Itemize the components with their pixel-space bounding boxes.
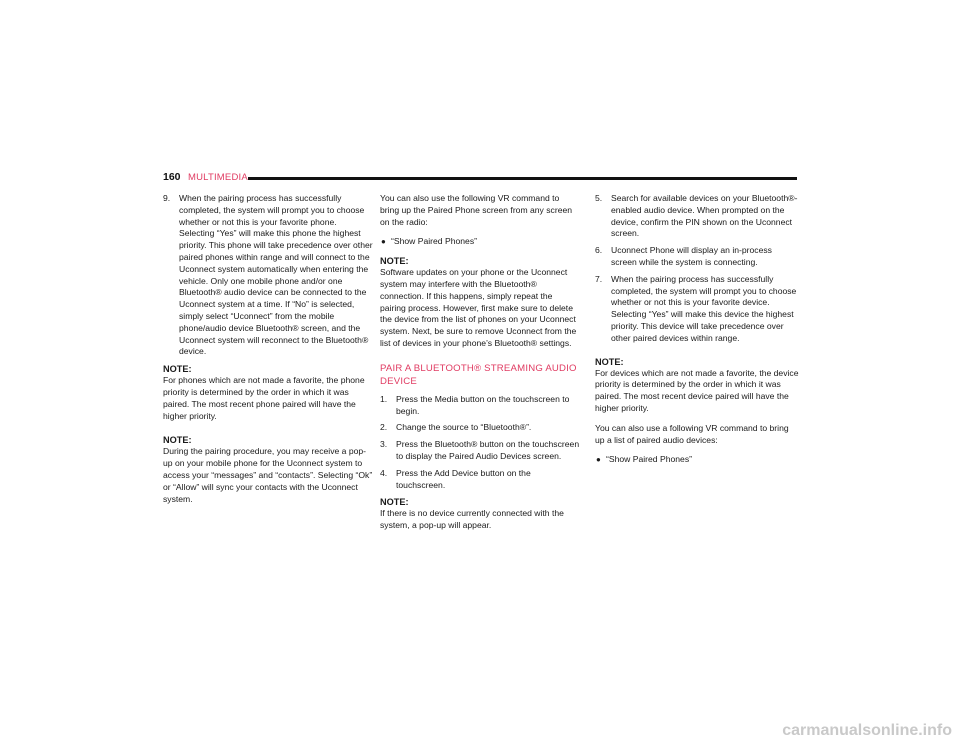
bullet-icon: ● — [596, 455, 601, 465]
bullet-list — [595, 454, 800, 466]
bullet-icon: ● — [381, 237, 386, 247]
steps-list-col2 — [380, 394, 580, 492]
note-label: NOTE: — [380, 497, 409, 508]
step-text: Press the Media button on the touchscreen to begin. — [396, 393, 570, 416]
list-item — [595, 245, 800, 269]
step-number: 6. — [595, 245, 603, 256]
list-item — [163, 193, 373, 358]
note-text: During the pairing procedure, you may receive a pop-up on your mobile phone for the Uconnect system to access your “messages” and “contacts”. Selecting “Ok” or “Allow” will sync your contacts with the Uconnect system. — [163, 446, 373, 504]
list-item — [380, 422, 580, 434]
note-label: NOTE: — [595, 356, 624, 367]
section-title: MULTIMEDIA — [188, 171, 248, 183]
note-block — [163, 435, 373, 505]
step-text: Press the Bluetooth® button on the touchscreen to display the Paired Audio Devices screen. — [396, 439, 580, 461]
paragraph: You can also use the following VR command to bring up the Paired Phone screen from any screen on the radio: — [380, 193, 573, 227]
note-label: NOTE: — [380, 256, 409, 267]
step-text: Search for available devices on your Bluetooth®-enabled audio device. When prompted on the device, confirm the PIN shown on the Uconnect screen. — [611, 193, 798, 239]
note-block — [595, 357, 800, 415]
note-text: For phones which are not made a favorite, the phone priority is determined by the order in which it was paired. The most recent phone paired will have the higher priority. — [163, 375, 365, 421]
step-number: 4. — [380, 467, 388, 478]
note-text: Software updates on your phone or the Uconnect system may interfere with the Bluetooth® connection. If this happens, simply repeat the pairing process. However, first make sure to delete the device from the list of phones on your Uconnect system. Next, be sure to remove Uconnect from the list of devices in your phone’s Bluetooth® settings. — [380, 267, 577, 348]
page-header — [163, 171, 797, 187]
list-item — [595, 454, 800, 466]
watermark: carmanualsonline.info — [782, 722, 952, 739]
step-number: 7. — [595, 273, 603, 284]
list-item — [380, 468, 580, 492]
step-number: 3. — [380, 439, 388, 450]
bullet-text: “Show Paired Phones” — [391, 236, 477, 247]
step-text: Uconnect Phone will display an in-process screen while the system is connecting. — [611, 245, 772, 267]
page-number: 160 — [163, 171, 181, 183]
steps-list-col1 — [163, 193, 373, 358]
column-1 — [163, 193, 373, 513]
step-text: Press the Add Device button on the touchscreen. — [396, 467, 531, 490]
step-text: When the pairing process has successfully completed, the system will prompt you to choose whether or not this is your favorite device. Selecting “Yes” will make this device the highest priority. This device will take precedence over other paired devices within range. — [611, 273, 797, 343]
bullet-list — [380, 236, 580, 248]
step-text: Change the source to “Bluetooth®”. — [396, 422, 532, 433]
note-text: For devices which are not made a favorite, the device priority is determined by the order in which it was paired. The most recent device paired will have the higher priority. — [595, 367, 799, 413]
step-number: 9. — [163, 193, 171, 203]
step-number: 5. — [595, 193, 603, 203]
header-rule — [248, 177, 797, 180]
note-block — [163, 364, 373, 422]
list-item — [380, 236, 580, 248]
list-item — [380, 439, 580, 463]
note-block — [380, 497, 580, 532]
list-item — [595, 274, 800, 345]
step-number: 2. — [380, 422, 388, 433]
note-block — [380, 256, 580, 350]
list-item — [595, 193, 800, 240]
list-item — [380, 394, 580, 418]
step-text: When the pairing process has successfully completed, the system will prompt you to choose whether or not this is your favorite phone. Selecting “Yes” will make this phone the highest priority. This phone will take precedence over other paired phones within range and will connect to the Uconnect system automatically when entering the vehicle. Only one mobile phone and/or one Bluetooth® audio device can be connected to the Uconnect system at a time. If “No” is selected, simply select “Uconnect” from the mobile phone/audio device Bluetooth® screen, and the Uconnect system will reconnect to the Bluetooth® device. — [179, 193, 373, 357]
step-number: 1. — [380, 393, 388, 404]
steps-list-col3 — [595, 193, 800, 345]
note-label: NOTE: — [163, 435, 192, 446]
note-label: NOTE: — [163, 364, 192, 375]
column-3 — [595, 193, 800, 474]
bullet-text: “Show Paired Phones” — [606, 454, 692, 465]
column-2 — [380, 193, 580, 540]
section-subheading: PAIR A BLUETOOTH® STREAMING AUDIO DEVICE — [380, 362, 577, 387]
paragraph: You can also use a following VR command to bring up a list of paired audio devices: — [595, 422, 789, 445]
note-text: If there is no device currently connected with the system, a pop-up will appear. — [380, 508, 564, 531]
